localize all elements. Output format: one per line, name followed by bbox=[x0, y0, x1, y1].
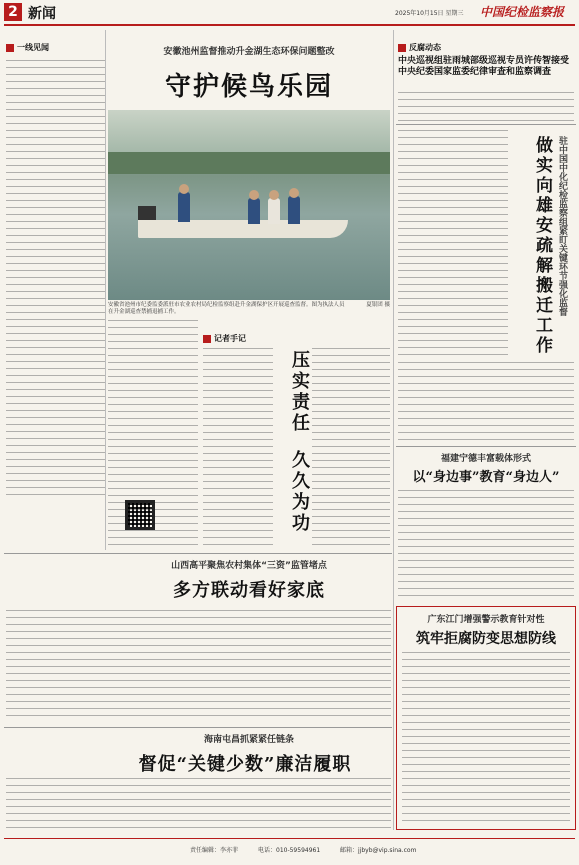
fujian-body bbox=[398, 490, 574, 602]
photo-person-4-head bbox=[289, 188, 299, 198]
column-divider-2 bbox=[393, 30, 394, 830]
lead-photo bbox=[108, 110, 390, 300]
footer-rule bbox=[4, 838, 575, 839]
article-body-left bbox=[6, 60, 106, 500]
photo-person-2-head bbox=[249, 190, 259, 200]
column-label-frontline bbox=[6, 42, 49, 53]
anticorruption-body bbox=[398, 92, 574, 122]
photo-person-4 bbox=[288, 196, 300, 224]
fujian-kicker: 福建宁德丰富载体形式 bbox=[440, 454, 531, 464]
footer-phone: 电话：010-59594961 bbox=[258, 847, 321, 854]
shanxi-headline: 多方联动看好家底 bbox=[173, 580, 325, 601]
guangdong-headline: 筑牢拒腐防变思想防线 bbox=[416, 631, 556, 647]
photo-person-2 bbox=[248, 198, 260, 224]
xiongan-body-2 bbox=[398, 362, 574, 442]
footer-email: 邮箱：jjbyb@vip.sina.com bbox=[340, 847, 417, 854]
section-marker-icon bbox=[203, 335, 211, 343]
right-divider-2 bbox=[396, 446, 576, 447]
commentary-headline-1: 压实责任 bbox=[289, 350, 310, 434]
page-number: 2 bbox=[4, 3, 22, 21]
lead-headline: 守护候鸟乐园 bbox=[164, 72, 333, 102]
section-marker-icon bbox=[398, 44, 406, 52]
xiongan-subhead: 驻中国中化纪检监察组紧盯关键环节强化监督 bbox=[557, 136, 567, 316]
section-title: 新闻 bbox=[28, 6, 56, 22]
commentary-body-2 bbox=[312, 348, 390, 548]
newspaper-brand: 中国纪检监察报 bbox=[480, 5, 565, 19]
photo-person-1 bbox=[178, 192, 190, 222]
xiongan-body-1 bbox=[398, 130, 508, 360]
lead-kicker: 安徽池州监督推动升金湖生态环保问题整改 bbox=[163, 47, 335, 57]
photo-person-3-head bbox=[269, 190, 279, 200]
lead-photo-caption: 安徽省池州市纪委监委派驻市农业农村局纪检监察组赴升金湖保护区开展巡查监督。图为执法人员在升金湖巡查禁捕退捕工作。 bbox=[108, 302, 345, 315]
hainan-body bbox=[6, 778, 391, 830]
commentary-headline-2: 久久为功 bbox=[289, 450, 310, 534]
photo-boat-motor bbox=[138, 206, 156, 220]
section-divider-mid bbox=[4, 553, 392, 554]
footer-editor: 责任编辑：李亦菲 bbox=[190, 847, 239, 854]
fujian-headline: 以“身边事”教育“身边人” bbox=[412, 470, 560, 485]
shanxi-kicker: 山西高平聚焦农村集体“三资”监管堵点 bbox=[171, 561, 327, 571]
masthead-rule bbox=[4, 24, 575, 26]
photo-person-3 bbox=[268, 198, 280, 224]
guangdong-body bbox=[402, 652, 570, 824]
right-divider-1 bbox=[396, 124, 576, 125]
lead-photo-credit: 夏银团 摄 bbox=[366, 302, 390, 308]
qr-code-icon bbox=[125, 500, 155, 530]
section-marker-icon bbox=[6, 44, 14, 52]
section-divider-low bbox=[4, 727, 392, 728]
photo-person-1-head bbox=[179, 184, 189, 194]
column-label-text: 反腐动态 bbox=[409, 43, 441, 52]
hainan-headline: 督促“关键少数”廉洁履职 bbox=[138, 754, 352, 775]
anticorruption-headline: 中央巡视组驻雨城部级巡视专员许传智接受中央纪委国家监委纪律审查和监察调查 bbox=[398, 56, 570, 77]
photo-treeline bbox=[108, 152, 390, 174]
hainan-kicker: 海南屯昌抓紧紧任链条 bbox=[203, 735, 294, 745]
column-divider-1 bbox=[105, 30, 106, 550]
column-label-text: 一线见闻 bbox=[17, 43, 49, 52]
photo-boat bbox=[138, 220, 348, 238]
issue-date: 2025年10月15日 星期三 bbox=[395, 10, 464, 17]
column-label-text: 记者手记 bbox=[214, 334, 246, 343]
shanxi-body bbox=[6, 610, 391, 722]
column-label-anticorruption bbox=[398, 42, 441, 53]
column-label-reporter-notes bbox=[203, 333, 246, 344]
commentary-body-1 bbox=[203, 348, 273, 548]
xiongan-headline: 做实向雄安疏解搬迁工作 bbox=[532, 136, 552, 356]
guangdong-kicker: 广东江门增强警示教育针对性 bbox=[427, 615, 545, 625]
